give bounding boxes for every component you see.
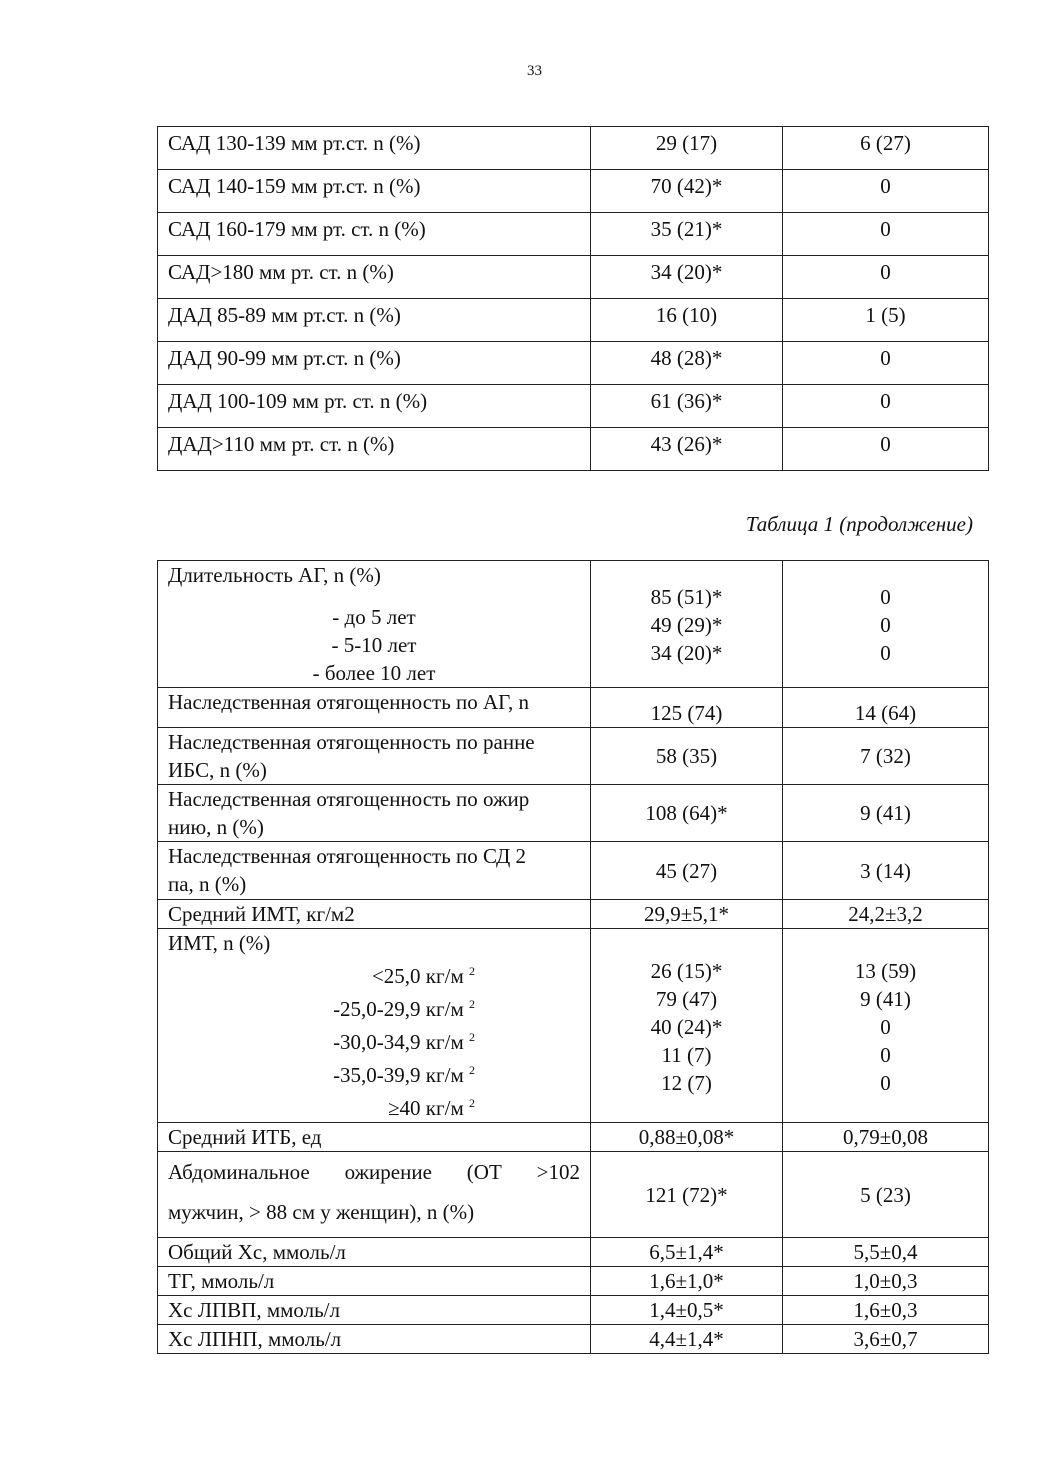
table-row-lipid [158, 1267, 989, 1296]
heredity-group2: 14 (64) [783, 688, 989, 728]
table-row [158, 385, 989, 428]
lipid-label: Хс ЛПНП, ммоль/л [158, 1325, 591, 1354]
duration-label-cell [158, 561, 591, 688]
table-caption: Таблица 1 (продолжение) [745, 512, 973, 536]
table-row [158, 256, 989, 299]
bp-group2: 0 [783, 428, 989, 471]
bmi-category: -25,0-29,9 кг/м $^2$ [333, 997, 475, 1021]
bmi-category: <25,0 кг/м $^2$ [371, 964, 475, 988]
bmi-group1-value: 40 (24)* [650, 1015, 723, 1039]
heredity-label-cell [158, 688, 591, 728]
heredity-label-continued: ИБС, n (%) [168, 758, 267, 782]
bmi-group2-value: 0 [880, 1043, 891, 1067]
bmi-category: -35,0-39,9 кг/м $^2$ [333, 1063, 475, 1087]
duration-group1-value: 49 (29)* [650, 613, 723, 637]
table-row-heredity [158, 785, 989, 842]
lipid-group1: 4,4±1,4* [591, 1325, 783, 1354]
bp-group1: 70 (42)* [591, 170, 783, 213]
duration-group1-value: 34 (20)* [650, 641, 723, 665]
heredity-label-cell [158, 728, 591, 785]
heredity-group1: 108 (64)* [591, 785, 783, 842]
heredity-label: Наследственная отягощенность по АГ, n [168, 690, 529, 714]
mean-abi-label: Средний ИТБ, ед [158, 1123, 591, 1152]
page-number: 33 [527, 63, 542, 79]
bmi-label-cell [158, 929, 591, 1123]
bp-label: САД 140-159 мм рт.ст. n (%) [158, 170, 591, 213]
bp-label: ДАД 85-89 мм рт.ст. n (%) [158, 299, 591, 342]
duration-group1-cell [591, 561, 783, 688]
blood-pressure-table [157, 126, 989, 471]
bp-label: САД>180 мм рт. ст. n (%) [158, 256, 591, 299]
lipid-group2: 3,6±0,7 [783, 1325, 989, 1354]
mean-bmi-group2: 24,2±3,2 [783, 900, 989, 929]
bmi-group1-value: 79 (47) [655, 987, 718, 1011]
bmi-label: ИМТ, n (%) [168, 931, 271, 955]
bmi-category: ≥40 кг/м $^2$ [388, 1096, 475, 1120]
table-row-mean-bmi [158, 900, 989, 929]
lipid-label: Хс ЛПВП, ммоль/л [158, 1296, 591, 1325]
duration-item: - более 10 лет [312, 661, 436, 685]
bmi-group2-value: 13 (59) [854, 959, 917, 983]
bp-group2: 6 (27) [783, 127, 989, 170]
table-row-lipid [158, 1296, 989, 1325]
bp-group1: 34 (20)* [591, 256, 783, 299]
bp-group1: 29 (17) [591, 127, 783, 170]
mean-bmi-label: Средний ИМТ, кг/м2 [158, 900, 591, 929]
table-row-duration [158, 561, 989, 688]
clinical-characteristics-table [157, 560, 989, 1354]
bp-label: САД 160-179 мм рт. ст. n (%) [158, 213, 591, 256]
table-row-lipid [158, 1238, 989, 1267]
blood-pressure-table-body [158, 127, 989, 471]
bp-group2: 0 [783, 213, 989, 256]
mean-abi-group2: 0,79±0,08 [783, 1123, 989, 1152]
bp-group1: 16 (10) [591, 299, 783, 342]
abdominal-group1: 121 (72)* [591, 1152, 783, 1238]
bmi-group1-cell [591, 929, 783, 1123]
heredity-group1: 125 (74) [591, 688, 783, 728]
lipid-group1: 6,5±1,4* [591, 1238, 783, 1267]
table-row [158, 428, 989, 471]
table-row-abdominal-obesity [158, 1152, 989, 1238]
heredity-label-continued: нию, n (%) [168, 815, 264, 839]
bmi-group2-value: 9 (41) [860, 987, 911, 1011]
bmi-group1-value: 26 (15)* [650, 959, 723, 983]
duration-label: Длительность АГ, n (%) [168, 563, 381, 587]
table-row-bmi [158, 929, 989, 1123]
heredity-label-continued: па, n (%) [168, 872, 247, 896]
bp-label: САД 130-139 мм рт.ст. n (%) [158, 127, 591, 170]
abdominal-label-continued: мужчин, > 88 см у женщин), n (%) [168, 1200, 475, 1224]
bmi-group2-value: 0 [880, 1071, 891, 1095]
heredity-label: Наследственная отягощенность по ранне [168, 730, 535, 754]
bp-group1: 48 (28)* [591, 342, 783, 385]
lipid-group2: 5,5±0,4 [783, 1238, 989, 1267]
bp-label: ДАД 100-109 мм рт. ст. n (%) [158, 385, 591, 428]
table-row [158, 299, 989, 342]
duration-group1-value: 85 (51)* [650, 585, 723, 609]
lipid-group2: 1,6±0,3 [783, 1296, 989, 1325]
table-row-heredity [158, 728, 989, 785]
table-row-heredity [158, 688, 989, 728]
bmi-group2-cell [783, 929, 989, 1123]
table-row-lipid [158, 1325, 989, 1354]
heredity-label: Наследственная отягощенность по СД 2 [168, 844, 527, 868]
duration-group2-cell [783, 561, 989, 688]
heredity-group2: 9 (41) [783, 785, 989, 842]
duration-group2-value: 0 [880, 641, 891, 665]
table-row [158, 170, 989, 213]
bp-group2: 0 [783, 385, 989, 428]
heredity-group1: 45 (27) [591, 842, 783, 900]
table-row [158, 127, 989, 170]
bmi-group1-value: 11 (7) [661, 1043, 712, 1067]
heredity-label-cell [158, 842, 591, 900]
mean-bmi-group1: 29,9±5,1* [591, 900, 783, 929]
lipid-group1: 1,6±1,0* [591, 1267, 783, 1296]
heredity-label: Наследственная отягощенность по ожир [168, 787, 530, 811]
table-row-mean-abi [158, 1123, 989, 1152]
lipid-group1: 1,4±0,5* [591, 1296, 783, 1325]
lipid-label: Общий Хс, ммоль/л [158, 1238, 591, 1267]
abdominal-group2: 5 (23) [783, 1152, 989, 1238]
bp-label: ДАД>110 мм рт. ст. n (%) [158, 428, 591, 471]
abdominal-label-cell [158, 1152, 591, 1238]
heredity-group2: 7 (32) [783, 728, 989, 785]
bp-group1: 61 (36)* [591, 385, 783, 428]
duration-item: - 5-10 лет [331, 633, 417, 657]
bp-group2: 0 [783, 342, 989, 385]
bp-group1: 43 (26)* [591, 428, 783, 471]
table-row [158, 213, 989, 256]
table-row-heredity [158, 842, 989, 900]
lipid-label: ТГ, ммоль/л [158, 1267, 591, 1296]
bp-label: ДАД 90-99 мм рт.ст. n (%) [158, 342, 591, 385]
abdominal-label: Абдоминальное ожирение (ОТ >102 [168, 1160, 580, 1184]
bp-group1: 35 (21)* [591, 213, 783, 256]
lipid-group2: 1,0±0,3 [783, 1267, 989, 1296]
heredity-label-cell [158, 785, 591, 842]
table-row [158, 342, 989, 385]
heredity-group1: 58 (35) [591, 728, 783, 785]
bp-group2: 1 (5) [783, 299, 989, 342]
duration-group2-value: 0 [880, 585, 891, 609]
duration-group2-value: 0 [880, 613, 891, 637]
bmi-group2-value: 0 [880, 1015, 891, 1039]
bmi-category: -30,0-34,9 кг/м $^2$ [333, 1030, 475, 1054]
heredity-group2: 3 (14) [783, 842, 989, 900]
bp-group2: 0 [783, 170, 989, 213]
mean-abi-group1: 0,88±0,08* [591, 1123, 783, 1152]
bp-group2: 0 [783, 256, 989, 299]
duration-item: - до 5 лет [332, 605, 416, 629]
bmi-group1-value: 12 (7) [661, 1071, 712, 1095]
